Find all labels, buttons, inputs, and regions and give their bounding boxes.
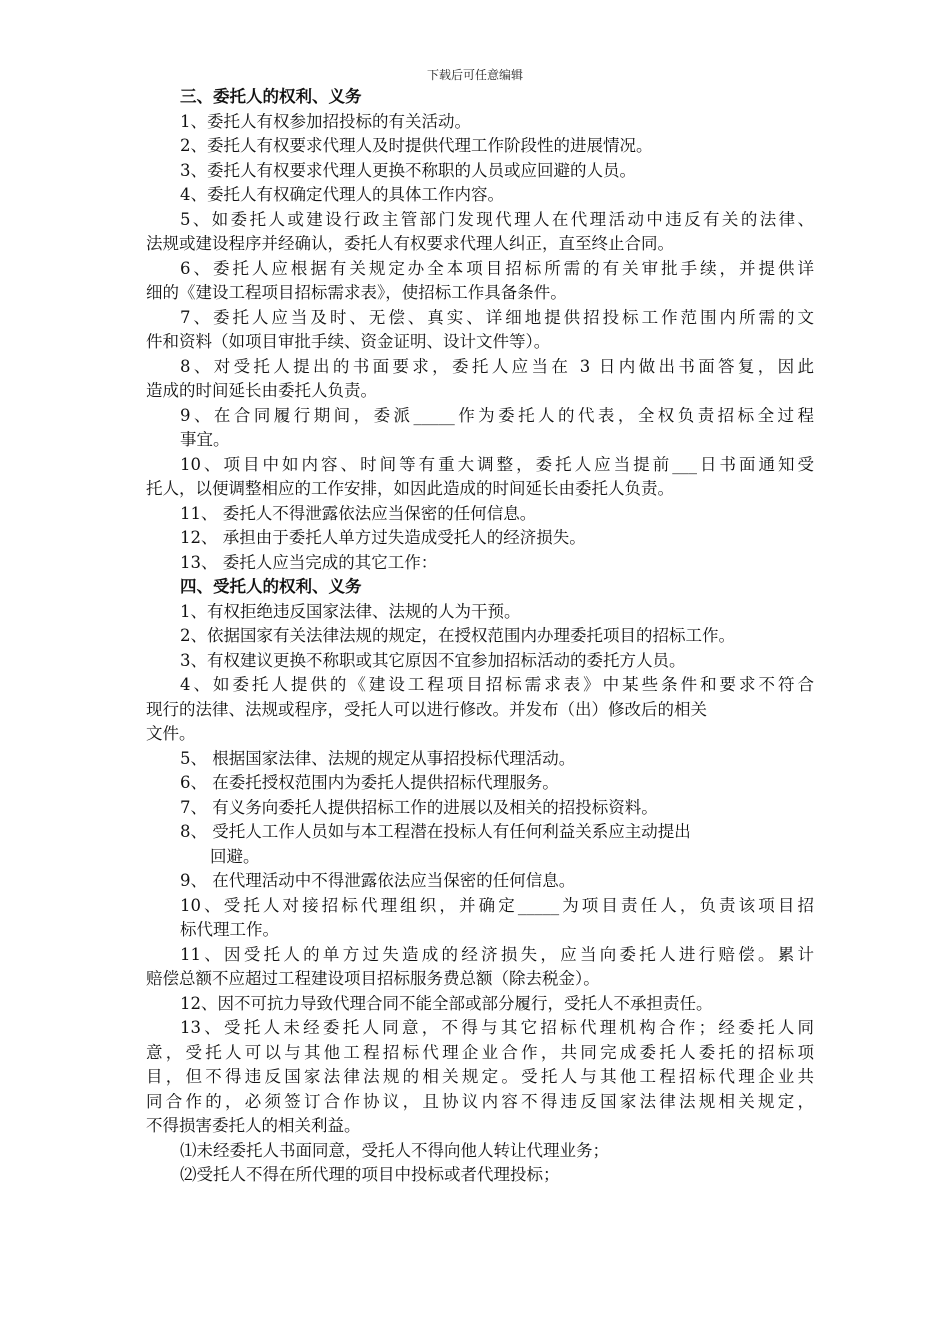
text-line: 6、 在委托授权范围内为委托人提供招标代理服务。 [180,773,559,792]
text-line: 7、委托人应当及时、无偿、真实、详细地提供招投标工作范围内所需的文 [180,307,814,327]
text-line: 造成的时间延长由委托人负责。 [146,381,377,400]
text-line: 件和资料（如项目审批手续、资金证明、设计文件等）。 [146,332,551,351]
text-line: 7、 有义务向委托人提供招标工作的进展以及相关的招投标资料。 [180,797,658,817]
document-body [146,85,814,1188]
text-line: 目，但不得违反国家法律法规的相关规定。受托人与其他工程招标代理企业共 [146,1067,814,1086]
text-line: 回避。 [210,846,260,866]
text-line: 6、委托人应根据有关规定办全本项目招标所需的有关审批手续，并提供详 [180,258,814,278]
text-line: 8、对受托人提出的书面要求，委托人应当在 3 日内做出书面答复，因此 [180,356,814,376]
text-line: 10、受托人对接招标代理组织，并确定_____为项目责任人，负责该项目招 [180,895,814,915]
page-header: 下载后可任意编辑 [426,68,523,82]
text-line: 法规或建设程序并经确认，委托人有权要求代理人纠正，直至终止合同。 [146,234,674,253]
section-heading: 四、受托人的权利、义务 [180,577,362,596]
text-line: 12、 承担由于委托人单方过失造成受托人的经济损失。 [180,528,586,547]
text-line: 12、因不可抗力导致代理合同不能全部或部分履行，受托人不承担责任。 [180,993,713,1013]
text-line: 4、如委托人提供的《建设工程项目招标需求表》中某些条件和要求不符合 [180,675,814,694]
text-line: 5、 根据国家法律、法规的规定从事招投标代理活动。 [180,748,576,768]
text-line: 9、 在代理活动中不得泄露依法应当保密的任何信息。 [180,871,576,890]
text-line: 11、因受托人的单方过失造成的经济损失，应当向委托人进行赔偿。累计 [180,944,814,964]
text-line: 事宜。 [180,430,230,449]
section-heading: 三、委托人的权利、义务 [180,87,362,106]
text-line: 意，受托人可以与其他工程招标代理企业合作，共同完成委托人委托的招标项 [146,1042,814,1062]
text-line: 8、 受托人工作人员如与本工程潜在投标人有任何利益关系应主动提出 [180,822,691,841]
text-line: 2、委托人有权要求代理人及时提供代理工作阶段性的进展情况。 [180,136,653,155]
text-line: 文件。 [146,724,196,743]
text-line: 13、 委托人应当完成的其它工作： [180,552,438,572]
text-line: 1、委托人有权参加招投标的有关活动。 [180,111,471,131]
text-line: 13、受托人未经委托人同意，不得与其它招标代理机构合作；经委托人同 [180,1018,814,1037]
text-line: 1、有权拒绝违反国家法律、法规的人为干预。 [180,601,521,621]
text-line: ⑴未经委托人书面同意，受托人不得向他人转让代理业务； [180,1140,609,1160]
text-line: 10、项目中如内容、时间等有重大调整，委托人应当提前___日书面通知受 [180,454,814,474]
text-line: 托人，以便调整相应的工作安排，如因此造成的时间延长由委托人负责。 [146,479,674,498]
text-line: 2、依据国家有关法律法规的规定，在授权范围内办理委托项目的招标工作。 [180,626,735,645]
text-line: 3、有权建议更换不称职或其它原因不宜参加招标活动的委托方人员。 [180,650,686,670]
text-line: 3、委托人有权要求代理人更换不称职的人员或应回避的人员。 [180,160,636,180]
text-line: 细的《建设工程项目招标需求表》，使招标工作具备条件。 [146,283,567,302]
text-line: 赔偿总额不应超过工程建设项目招标服务费总额（除去税金）。 [146,969,600,988]
text-line: 不得损害委托人的相关利益。 [146,1116,361,1135]
text-line: 同合作的，必须签订合作协议，且协议内容不得违反国家法律法规相关规定， [146,1091,814,1111]
text-line: ⑵受托人不得在所代理的项目中投标或者代理投标； [180,1165,560,1184]
text-line: 现行的法律、法规或程序，受托人可以进行修改。并发布（出）修改后的相关 [146,699,707,719]
text-line: 11、 委托人不得泄露依法应当保密的任何信息。 [180,503,537,523]
text-line: 标代理工作。 [180,920,279,939]
text-line: 5、如委托人或建设行政主管部门发现代理人在代理活动中违反有关的法律、 [180,209,814,229]
text-line: 9、在合同履行期间，委派_____作为委托人的代表，全权负责招标全过程 [180,405,814,425]
text-line: 4、委托人有权确定代理人的具体工作内容。 [180,185,504,204]
